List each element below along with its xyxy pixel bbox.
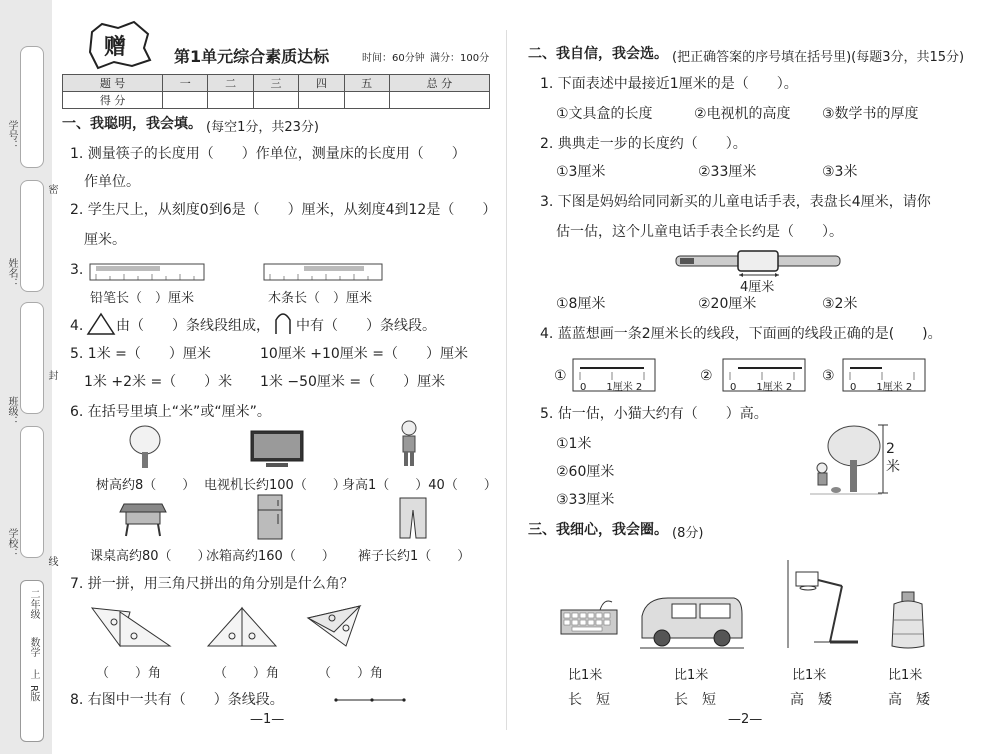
q7-blank-3: （ ）角 <box>318 666 384 681</box>
school-label: 学校： <box>6 528 17 558</box>
q6-item-desk: 课桌高约80（ ） <box>90 549 211 564</box>
choice-long-2[interactable]: 长 <box>674 692 688 708</box>
r3-option-1[interactable]: ①8厘米 <box>556 296 606 312</box>
school-slot[interactable] <box>20 426 44 558</box>
q5-b: 10厘米 +10厘米 =（ ）厘米 <box>260 346 468 362</box>
name-slot[interactable] <box>20 180 44 292</box>
score-input[interactable] <box>163 92 208 109</box>
r1-option-3[interactable]: ③数学书的厚度 <box>822 106 919 122</box>
binding-strip <box>0 0 57 754</box>
score-header-cell: 五 <box>344 75 389 92</box>
compare-1: 比1米 <box>568 668 603 683</box>
page-number-left: —1— <box>250 712 285 727</box>
watch-face-size: 4厘米 <box>740 280 775 295</box>
brand-edition: R版 <box>28 685 39 702</box>
choice-short-2[interactable]: 短 <box>702 692 716 708</box>
r4-mark-3[interactable]: ③ <box>822 368 835 384</box>
page-divider <box>506 30 507 730</box>
r4-question: 4. 蓝蓝想画一条2厘米长的线段，下面画的线段正确的是( )。 <box>540 326 942 342</box>
r5-option-2[interactable]: ②60厘米 <box>556 464 615 480</box>
q6-item-fridge: 冰箱高约160（ ） <box>206 549 335 564</box>
score-header-cell: 三 <box>253 75 298 92</box>
name-label: 姓名： <box>6 258 17 288</box>
compare-4: 比1米 <box>888 668 923 683</box>
wood-ruler-icon <box>264 262 384 282</box>
q2-line2: 厘米。 <box>84 232 126 248</box>
pencil-ruler-icon <box>90 262 206 282</box>
q7-blank-1: （ ）角 <box>96 666 162 681</box>
line-segments-figure <box>334 696 406 704</box>
q4-label: 4. <box>70 318 84 334</box>
score-input[interactable] <box>208 92 253 109</box>
student-id-slot[interactable] <box>20 46 44 168</box>
r2-option-3[interactable]: ③3米 <box>822 164 858 180</box>
section-3-title: 三、我细心，我会圈。 <box>528 522 668 538</box>
water-jug-icon <box>886 590 930 650</box>
r3-line2: 估一估，这个儿童电话手表全长约是（ ）。 <box>556 224 843 240</box>
compare-3: 比1米 <box>792 668 827 683</box>
basketball-hoop-icon <box>784 558 860 650</box>
q1-line2: 作单位。 <box>84 174 140 190</box>
score-input[interactable] <box>253 92 298 109</box>
seal-xian: 线 <box>46 556 57 566</box>
r1-option-2[interactable]: ②电视机的高度 <box>694 106 791 122</box>
r3-line1: 3. 下图是妈妈给同同新买的儿童电话手表，表盘长4厘米，请你 <box>540 194 931 210</box>
brand-tag <box>20 580 44 742</box>
q4-text-2: 中有（ ）条线段。 <box>296 318 436 334</box>
section-2-title: 二、我自信，我会选。 <box>528 46 668 62</box>
r3-option-2[interactable]: ②20厘米 <box>698 296 757 312</box>
score-row-label: 得 分 <box>63 92 163 109</box>
score-input[interactable] <box>344 92 389 109</box>
desk-icon <box>120 496 166 538</box>
q8-text: 8. 右图中一共有（ ）条线段。 <box>70 692 284 708</box>
choice-short-1[interactable]: 短 <box>596 692 610 708</box>
keyboard-icon <box>560 598 620 638</box>
section-2-note: (把正确答案的序号填在括号里)(每题3分，共15分) <box>672 50 965 65</box>
score-header-cell: 二 <box>208 75 253 92</box>
q5-c: 1米 +2米 =（ ）米 <box>84 374 233 390</box>
r3-option-3[interactable]: ③2米 <box>822 296 858 312</box>
r5-option-3[interactable]: ③33厘米 <box>556 492 615 508</box>
score-header-cell: 一 <box>163 75 208 92</box>
child-icon <box>398 420 420 468</box>
pants-icon <box>398 496 428 540</box>
r4-ruler-3-label: 0 1厘米 2 <box>850 382 913 393</box>
q6-item-tv: 电视机长约100（ ） <box>204 478 346 493</box>
r5-option-1[interactable]: ①1米 <box>556 436 592 452</box>
r4-ruler-1-label: 0 1厘米 2 <box>580 382 643 393</box>
q3-pencil-text: 铅笔长（ ）厘米 <box>90 291 195 306</box>
r4-mark-2[interactable]: ② <box>700 368 713 384</box>
choice-tall-3[interactable]: 高 <box>790 692 804 708</box>
class-label: 班级： <box>6 396 17 426</box>
q6-item-tree: 树高约8（ ） <box>96 478 196 493</box>
page-number-right: —2— <box>728 712 763 727</box>
tree-and-child-scene-icon <box>810 424 884 496</box>
student-id-label: 学号： <box>6 120 17 150</box>
q4-text-1: 由（ ）条线段组成， <box>116 318 270 334</box>
van-icon <box>638 594 746 650</box>
fridge-icon <box>256 494 284 540</box>
choice-long-1[interactable]: 长 <box>568 692 582 708</box>
r1-option-1[interactable]: ①文具盒的长度 <box>556 106 653 122</box>
set-square-pair-1-icon <box>90 606 172 648</box>
section-3-note: (8分) <box>672 526 704 541</box>
q6-item-pants: 裤子长约1（ ） <box>358 549 471 564</box>
brand-grade: 二年级 <box>28 589 39 619</box>
r1-question: 1. 下面表述中最接近1厘米的是（ ）。 <box>540 76 798 92</box>
triangle-icon <box>86 312 116 336</box>
seal-mi: 密 <box>46 184 57 194</box>
brand-term: 上 <box>28 669 39 679</box>
set-square-pair-3-icon <box>306 604 362 648</box>
q6-title: 6. 在括号里填上“米”或“厘米”。 <box>70 404 271 420</box>
height-label: 2米 <box>886 441 900 475</box>
q3-wood-text: 木条长（ ）厘米 <box>268 291 373 306</box>
tree-icon <box>128 424 162 470</box>
page-title: 第1单元综合素质达标 <box>174 47 330 66</box>
compare-2: 比1米 <box>674 668 709 683</box>
score-input[interactable] <box>299 92 344 109</box>
r4-mark-1[interactable]: ① <box>554 368 567 384</box>
q7-title: 7. 拼一拼，用三角尺拼出的角分别是什么角？ <box>70 576 354 592</box>
r2-option-2[interactable]: ②33厘米 <box>698 164 757 180</box>
q7-blank-2: （ ）角 <box>214 666 280 681</box>
brand-subject: 数学 <box>28 637 39 657</box>
r5-question: 5. 估一估，小猫大约有（ ）高。 <box>540 406 768 422</box>
score-input[interactable] <box>389 92 489 109</box>
seal-feng: 封 <box>46 370 57 380</box>
section-1-note: (每空1分，共23分) <box>206 120 319 135</box>
q3-label: 3. <box>70 262 84 278</box>
q6-item-height: 身高1（ ）40（ ） <box>342 478 497 493</box>
arch-shape-icon <box>272 310 294 336</box>
r2-question: 2. 典典走一步的长度约（ ）。 <box>540 136 747 152</box>
tv-icon <box>250 430 304 470</box>
q1-line1: 1. 测量筷子的长度用（ ）作单位，测量床的长度用（ ） <box>70 146 466 162</box>
choice-tall-4[interactable]: 高 <box>888 692 902 708</box>
class-slot[interactable] <box>20 302 44 414</box>
section-1-title: 一、我聪明，我会填。 <box>62 116 202 132</box>
full-score: 满分：100分 <box>430 53 490 64</box>
choice-short-3[interactable]: 矮 <box>818 692 832 708</box>
q5-a: 5. 1米 =（ ）厘米 <box>70 346 211 362</box>
r4-ruler-2-label: 0 1厘米 2 <box>730 382 793 393</box>
choice-short-4[interactable]: 矮 <box>916 692 930 708</box>
r2-option-1[interactable]: ①3厘米 <box>556 164 606 180</box>
set-square-pair-2-icon <box>206 606 278 648</box>
score-table <box>62 74 490 109</box>
q2-line1: 2. 学生尺上，从刻度0到6是（ ）厘米，从刻度4到12是（ ） <box>70 202 497 218</box>
gift-badge-text: 赠 <box>104 35 127 60</box>
time-limit: 时间：60分钟 <box>362 53 425 64</box>
score-header-cell: 题 号 <box>63 75 163 92</box>
score-header-cell: 四 <box>299 75 344 92</box>
q5-d: 1米 −50厘米 =（ ）厘米 <box>260 374 446 390</box>
score-header-cell: 总 分 <box>389 75 489 92</box>
